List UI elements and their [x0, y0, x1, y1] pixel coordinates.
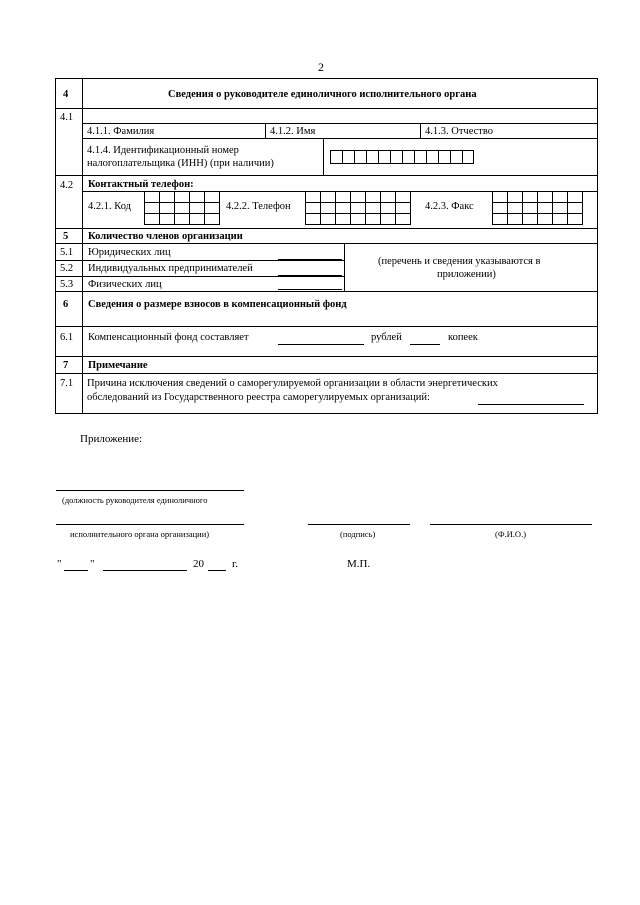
section4-number: 4 [63, 89, 69, 100]
section5-number: 5 [63, 231, 69, 242]
signature-field[interactable] [308, 524, 410, 525]
reason-line2: обследований из Государственного реестра саморегулируемых организаций: [87, 392, 430, 403]
individuals-label: Физических лиц [88, 279, 162, 290]
reason-line1: Причина исключения сведений о саморегулируемой организации в области энергетических [87, 378, 498, 389]
surname-label: 4.1.1. Фамилия [87, 126, 155, 137]
date-year-suffix: г. [232, 558, 239, 570]
phone-label: 4.2.2. Телефон [226, 201, 291, 212]
date-year-field[interactable] [208, 570, 226, 571]
inn-input[interactable] [330, 150, 474, 164]
stamp-label: М.П. [347, 558, 371, 570]
rubles-field[interactable] [278, 344, 364, 345]
section5-title: Количество членов организации [88, 231, 243, 242]
appendix-label: Приложение: [80, 433, 143, 445]
inn-label-line2: налогоплательщика (ИНН) (при наличии) [87, 158, 274, 169]
code-input[interactable] [144, 191, 220, 225]
position-caption-line2: исполнительного органа организации) [70, 529, 210, 539]
section7-title: Примечание [88, 360, 148, 371]
date-quote-open: " [57, 558, 62, 570]
phone-input[interactable] [305, 191, 411, 225]
section6-title: Сведения о размере взносов в компенсационный фонд [88, 299, 347, 310]
row-4-1-number: 4.1 [60, 112, 74, 123]
individuals-field[interactable] [278, 289, 342, 290]
inn-label-line1: 4.1.4. Идентификационный номер [87, 145, 239, 156]
date-year-prefix: 20 [193, 558, 204, 570]
date-month-field[interactable] [103, 570, 187, 571]
members-note-line1: (перечень и сведения указываются в [378, 256, 541, 267]
row-4-2-number: 4.2 [60, 180, 74, 191]
patronymic-label: 4.1.3. Отчество [425, 126, 494, 137]
fio-caption: (Ф.И.О.) [495, 529, 527, 539]
page-number: 2 [318, 60, 324, 74]
section4-title: Сведения о руководителе единоличного исполнительного органа [168, 89, 477, 100]
row-6-1-number: 6.1 [60, 332, 74, 343]
fax-input[interactable] [492, 191, 583, 225]
code-label: 4.2.1. Код [88, 201, 132, 212]
members-note-line2: приложении) [437, 269, 496, 280]
signature-caption: (подпись) [340, 529, 376, 539]
fio-field[interactable] [430, 524, 592, 525]
row-7-1-number: 7.1 [60, 378, 74, 389]
row-5-3-number: 5.3 [60, 279, 74, 290]
section6-number: 6 [63, 299, 69, 310]
reason-field[interactable] [478, 404, 584, 405]
entrepreneurs-label: Индивидуальных предпринимателей [88, 263, 253, 274]
fax-label: 4.2.3. Факс [425, 201, 474, 212]
name-label: 4.1.2. Имя [270, 126, 316, 137]
section7-number: 7 [63, 360, 69, 371]
date-day-field[interactable] [64, 570, 88, 571]
position-field[interactable] [56, 490, 244, 491]
date-quote-close: " [90, 558, 95, 570]
rubles-label: рублей [371, 332, 402, 343]
row-5-1-number: 5.1 [60, 247, 74, 258]
row-5-2-number: 5.2 [60, 263, 74, 274]
kopecks-field[interactable] [410, 344, 440, 345]
fund-label: Компенсационный фонд составляет [88, 332, 249, 343]
kopecks-label: копеек [448, 332, 478, 343]
position-caption-line1: (должность руководителя единоличного [62, 495, 208, 505]
legal-entities-label: Юридических лиц [88, 247, 171, 258]
contact-phone-title: Контактный телефон: [88, 179, 194, 190]
